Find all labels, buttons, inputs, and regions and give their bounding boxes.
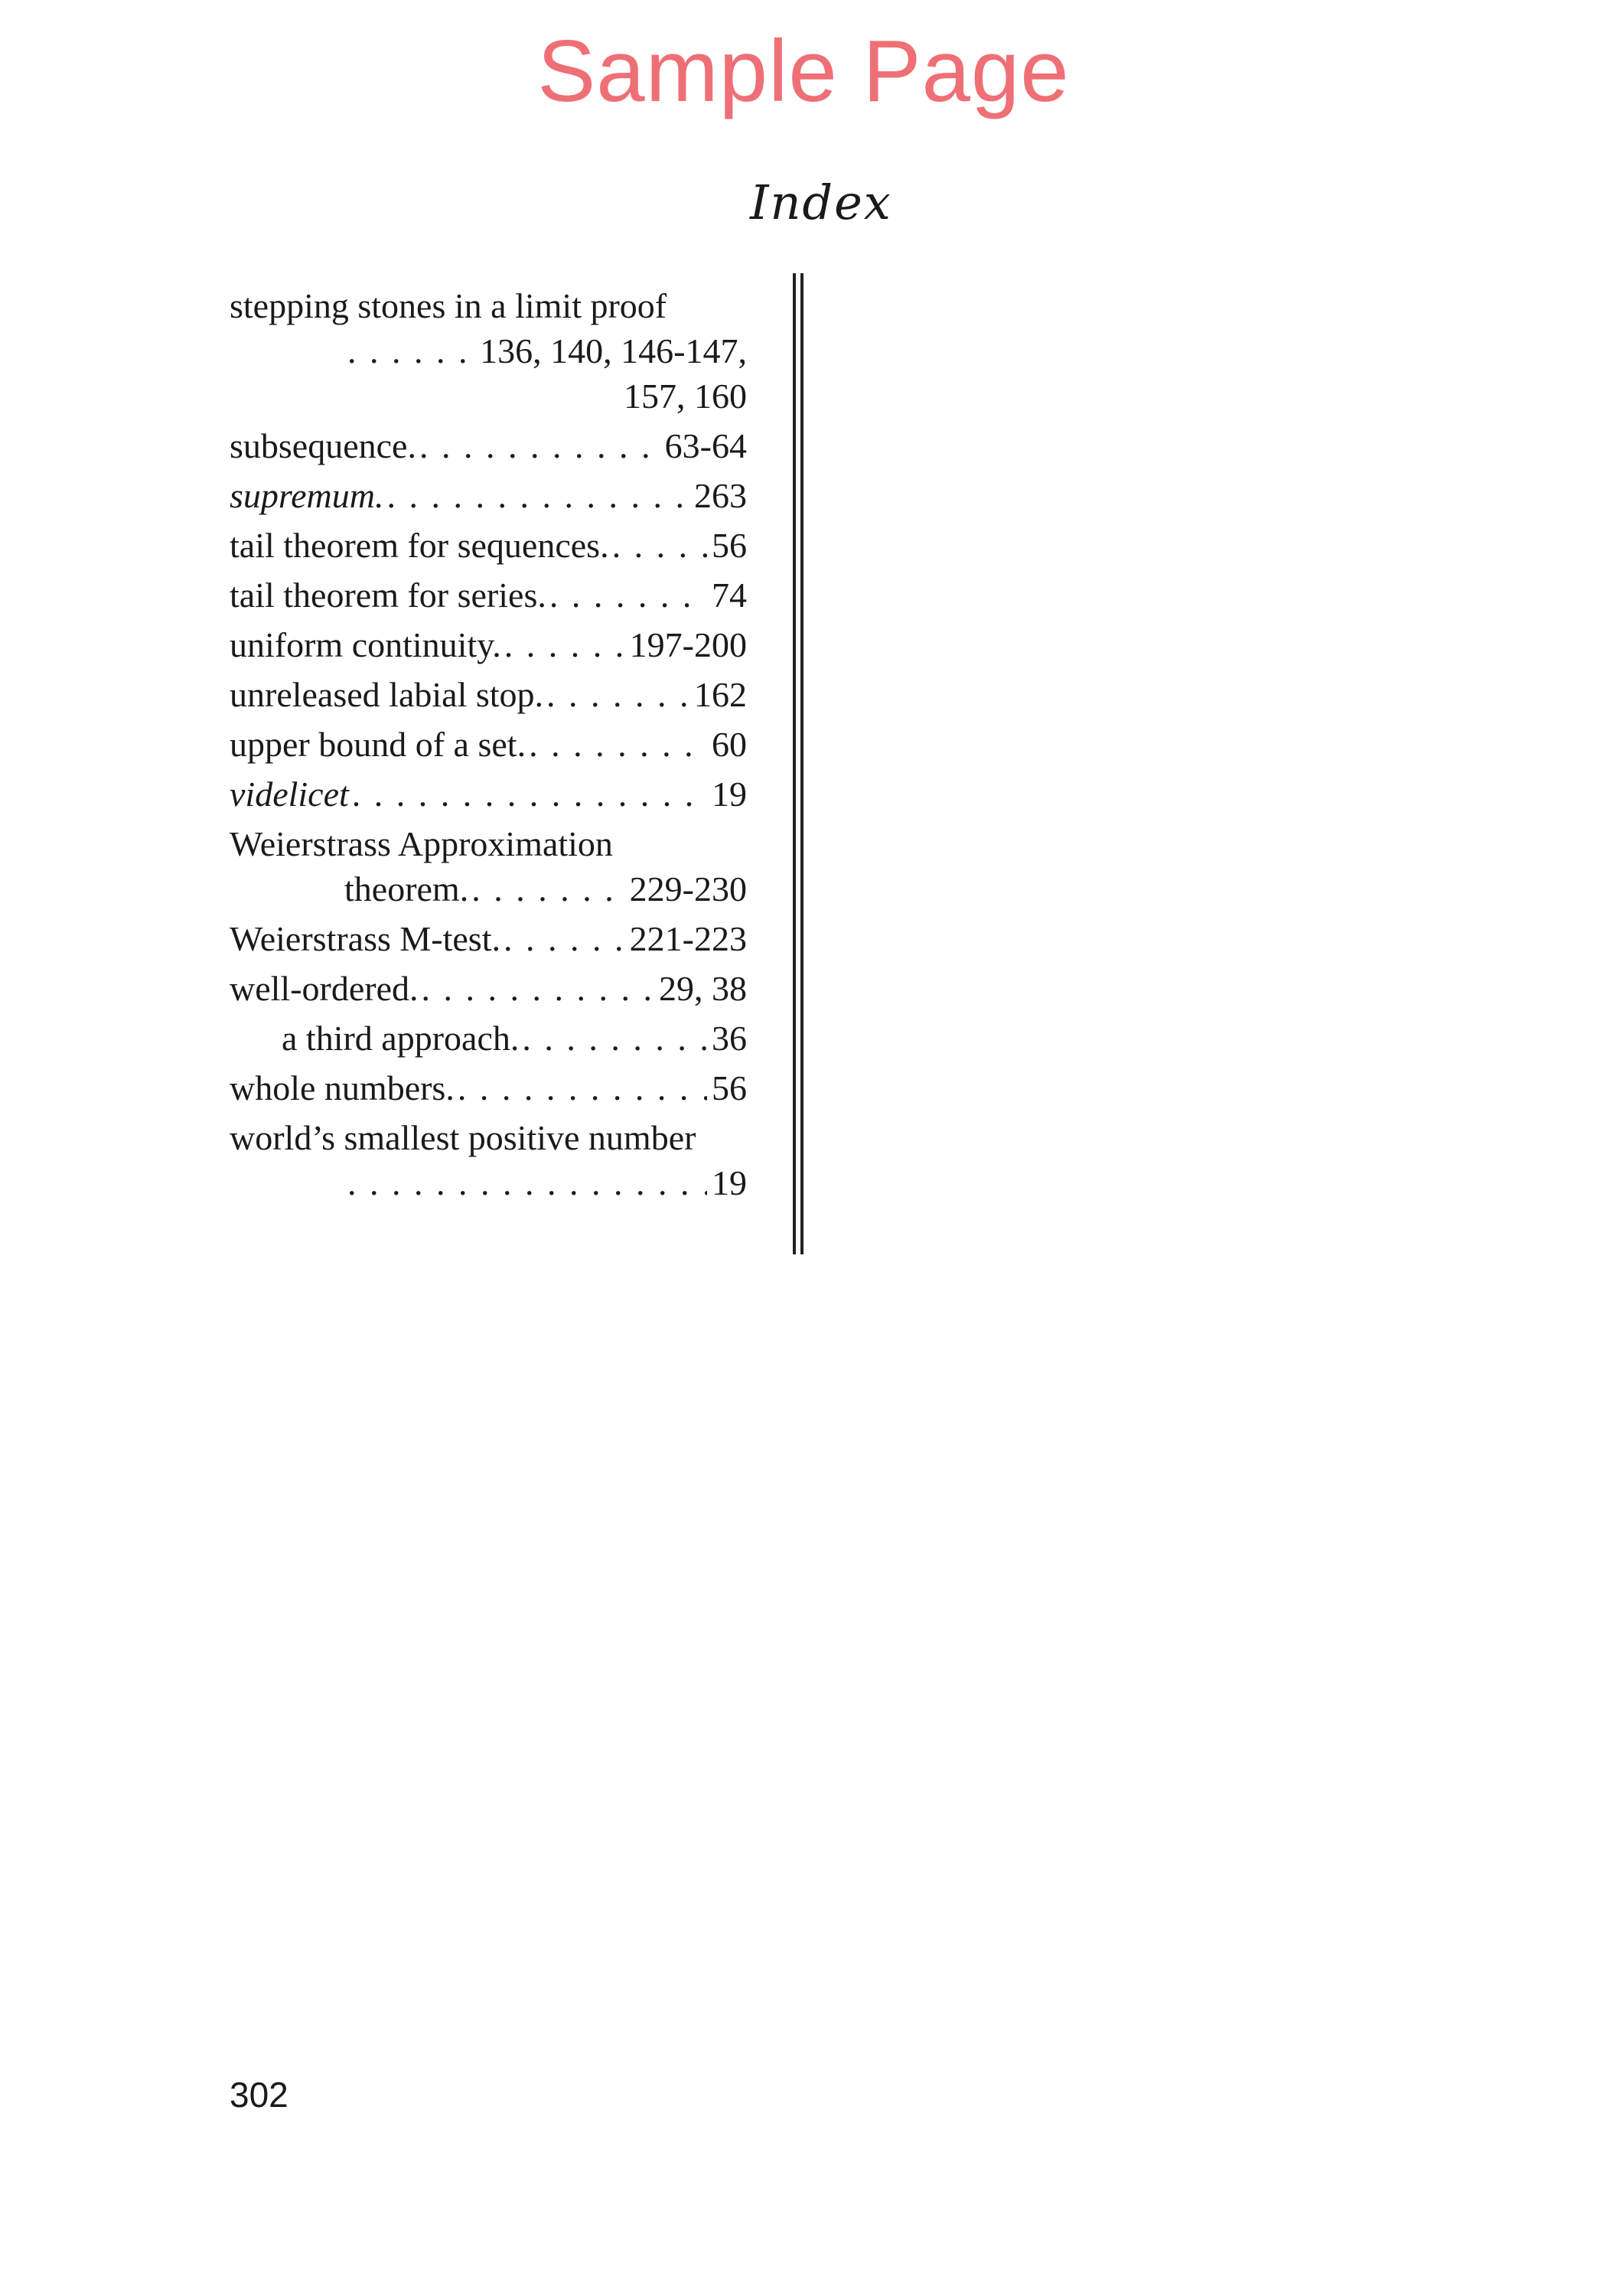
entry-term: well-ordered. <box>230 969 419 1008</box>
index-entry <box>230 622 747 667</box>
column-divider <box>793 273 804 1254</box>
entry-term: tail theorem for sequences. <box>230 526 609 565</box>
entry-line <box>230 771 747 817</box>
entry-term: a third approach. <box>282 1019 520 1058</box>
entry-term: uniform continuity. <box>230 625 501 664</box>
entry-pages: 19 <box>712 775 747 814</box>
dot-leader <box>612 523 707 568</box>
entry-pages: 263 <box>694 476 747 515</box>
entry-term: upper bound of a set. <box>230 725 526 764</box>
index-column <box>230 283 747 1210</box>
index-title: Index <box>750 174 892 230</box>
entry-term: unreleased labial stop. <box>230 675 544 714</box>
index-entry <box>230 523 747 568</box>
entry-line <box>230 572 747 618</box>
entry-term: Weierstrass Approximation <box>230 824 613 863</box>
index-subentry <box>230 1016 747 1061</box>
entry-pages: 36 <box>712 1019 747 1058</box>
entry-pages: 197-200 <box>629 625 747 664</box>
entry-line <box>230 1016 747 1061</box>
index-entry <box>230 966 747 1011</box>
entry-pages: 19 <box>712 1163 747 1202</box>
dot-leader <box>504 622 625 667</box>
entry-line <box>230 821 747 866</box>
entry-continuation <box>230 328 747 373</box>
entry-line <box>230 916 747 961</box>
entry-term-continuation: theorem. <box>344 869 469 908</box>
entry-pages: 136, 140, 146-147, <box>480 331 747 370</box>
entry-pages: 229-230 <box>629 869 747 908</box>
index-entry <box>230 672 747 717</box>
dot-leader <box>386 473 689 518</box>
entry-continuation <box>230 866 747 912</box>
dot-leader <box>522 1016 707 1061</box>
entry-term: world’s smallest positive number <box>230 1118 696 1157</box>
entry-line <box>230 283 747 328</box>
dot-leader <box>549 572 707 618</box>
entry-pages: 63-64 <box>664 426 747 465</box>
dot-leader <box>419 423 660 468</box>
entry-pages: 221-223 <box>629 919 747 958</box>
dot-leader <box>347 328 475 373</box>
dot-leader <box>422 966 655 1011</box>
index-entry <box>230 771 747 817</box>
entry-term: tail theorem for series. <box>230 576 546 615</box>
entry-line <box>230 672 747 717</box>
index-entry <box>230 722 747 767</box>
index-entry <box>230 473 747 518</box>
dot-leader <box>458 1065 707 1110</box>
entry-term: Weierstrass M-test. <box>230 919 500 958</box>
entry-line <box>230 473 747 518</box>
index-entry <box>230 821 747 912</box>
entry-line <box>230 423 747 468</box>
dot-leader <box>504 916 625 961</box>
sample-page-watermark: Sample Page <box>537 23 1070 120</box>
index-entry <box>230 916 747 961</box>
entry-pages: 60 <box>712 725 747 764</box>
index-entry <box>230 283 747 419</box>
entry-pages: 56 <box>712 1068 747 1107</box>
dot-leader <box>347 1160 707 1205</box>
entry-line <box>230 966 747 1011</box>
index-entry <box>230 1115 747 1205</box>
index-entry <box>230 1065 747 1110</box>
index-entry <box>230 423 747 468</box>
entry-term: videlicet <box>230 775 349 814</box>
entry-line <box>230 523 747 568</box>
entry-continuation <box>230 1160 747 1205</box>
dot-leader <box>471 866 624 912</box>
dot-leader <box>546 672 689 717</box>
entry-line <box>230 1065 747 1110</box>
entry-pages: 56 <box>712 526 747 565</box>
entry-pages: 29, 38 <box>659 969 747 1008</box>
entry-continuation <box>230 373 747 419</box>
entry-pages: 157, 160 <box>624 377 747 416</box>
entry-pages: 162 <box>694 675 747 714</box>
entry-line <box>230 722 747 767</box>
entry-term: subsequence. <box>230 426 416 465</box>
entry-line <box>230 622 747 667</box>
entry-term: whole numbers. <box>230 1068 455 1107</box>
entry-line <box>230 1115 747 1160</box>
entry-term: stepping stones in a limit proof <box>230 286 667 325</box>
dot-leader <box>529 722 707 767</box>
page-number: 302 <box>230 2075 288 2115</box>
entry-term: supremum. <box>230 476 384 515</box>
entry-pages: 74 <box>712 576 747 615</box>
dot-leader <box>352 771 707 817</box>
index-entry <box>230 572 747 618</box>
